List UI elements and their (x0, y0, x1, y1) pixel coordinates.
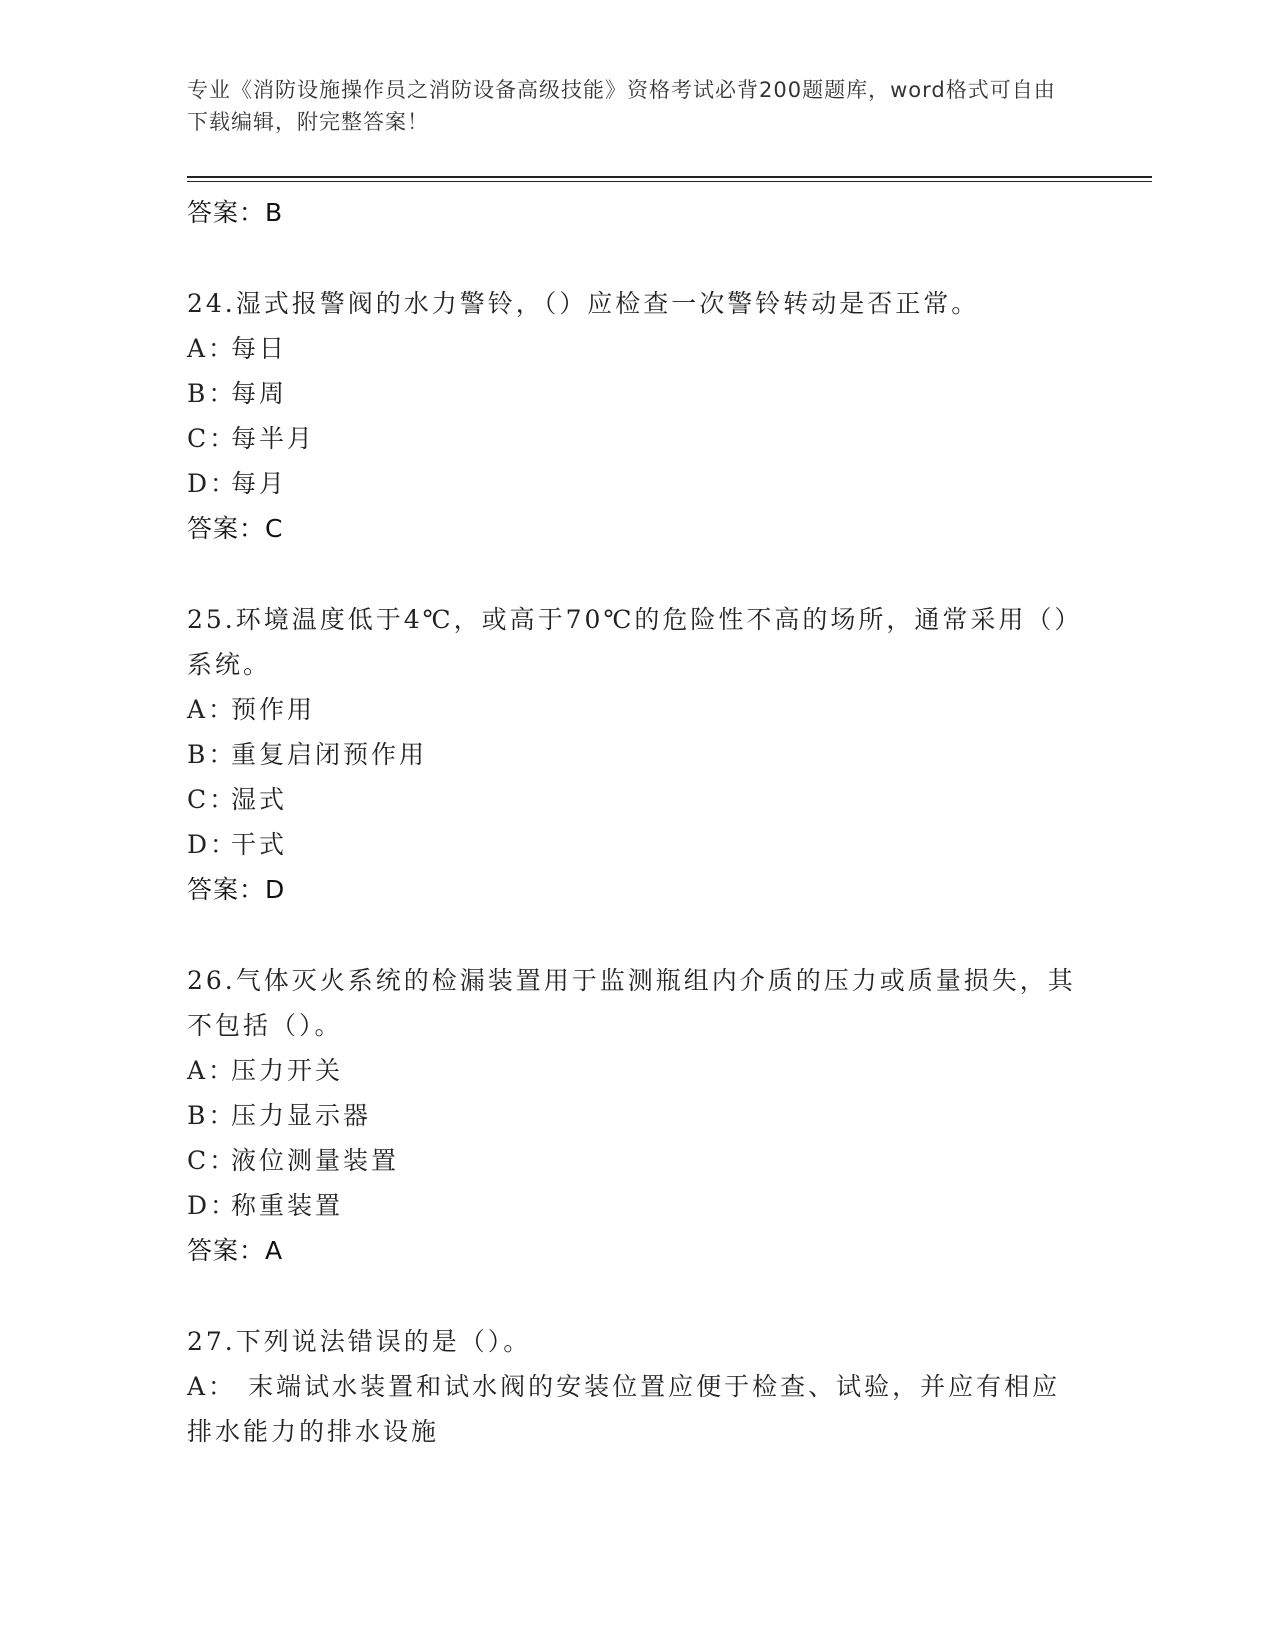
question-item (187, 281, 1087, 551)
option-key: C： (187, 785, 238, 814)
option-key: A： (187, 1056, 237, 1085)
question-text: 27.下列说法错误的是（）。 (187, 1327, 532, 1356)
question-text: 25.环境温度低于4℃，或高于70℃的危险性不高的场所，通常采用（）系统。 (187, 605, 1083, 679)
question-item (187, 1319, 1087, 1454)
option-d (187, 1183, 1087, 1228)
option-key: A： (187, 334, 237, 363)
option-key: C： (187, 1146, 238, 1175)
option-text: 液位测量装置 (231, 1146, 400, 1175)
option-c (187, 777, 1087, 822)
question-text: 26.气体灭火系统的检漏装置用于监测瓶组内介质的压力或质量损失，其不包括（）。 (187, 966, 1076, 1040)
option-a (187, 1364, 1087, 1454)
option-text: 重复启闭预作用 (231, 740, 428, 769)
question-item (187, 597, 1087, 912)
option-text: 压力开关 (231, 1056, 344, 1085)
option-key: D： (187, 1191, 239, 1220)
option-c (187, 1138, 1087, 1183)
option-text: 末端试水装置和试水阀的安装位置应便于检查、试验，并应有相应排水能力的排水设施 (187, 1372, 1061, 1446)
option-b (187, 732, 1087, 777)
answer-line: 答案：B (187, 198, 284, 227)
option-d (187, 822, 1087, 867)
option-c (187, 416, 1087, 461)
option-key: B： (187, 740, 237, 769)
header-divider (187, 176, 1152, 178)
option-key: B： (187, 379, 237, 408)
header-divider-thin (187, 181, 1152, 182)
answer-line: 答案：D (187, 875, 286, 904)
option-d (187, 461, 1087, 506)
option-text: 压力显示器 (231, 1101, 372, 1130)
option-text: 称重装置 (231, 1191, 344, 1220)
option-key: C： (187, 424, 238, 453)
option-key: D： (187, 469, 239, 498)
option-text: 每周 (231, 379, 288, 408)
option-key: A： (187, 695, 237, 724)
option-text: 干式 (231, 830, 288, 859)
option-a (187, 1048, 1087, 1093)
option-b (187, 371, 1087, 416)
option-text: 每月 (231, 469, 288, 498)
option-a (187, 687, 1087, 732)
option-text: 每日 (231, 334, 288, 363)
question-item (187, 958, 1087, 1273)
document-header: 专业《消防设施操作员之消防设备高级技能》资格考试必背200题题库，word格式可自由下载编辑，附完整答案！ (187, 78, 1056, 134)
option-b (187, 1093, 1087, 1138)
option-a (187, 326, 1087, 371)
option-text: 预作用 (231, 695, 316, 724)
question-list (187, 190, 1087, 1454)
option-text: 湿式 (231, 785, 288, 814)
option-key: B： (187, 1101, 237, 1130)
option-text: 每半月 (231, 424, 316, 453)
option-key: D： (187, 830, 239, 859)
answer-line: 答案：A (187, 1236, 284, 1265)
answer-line: 答案：C (187, 514, 284, 543)
option-key: A： (187, 1372, 237, 1401)
question-text: 24.湿式报警阀的水力警铃，（）应检查一次警铃转动是否正常。 (187, 289, 980, 318)
